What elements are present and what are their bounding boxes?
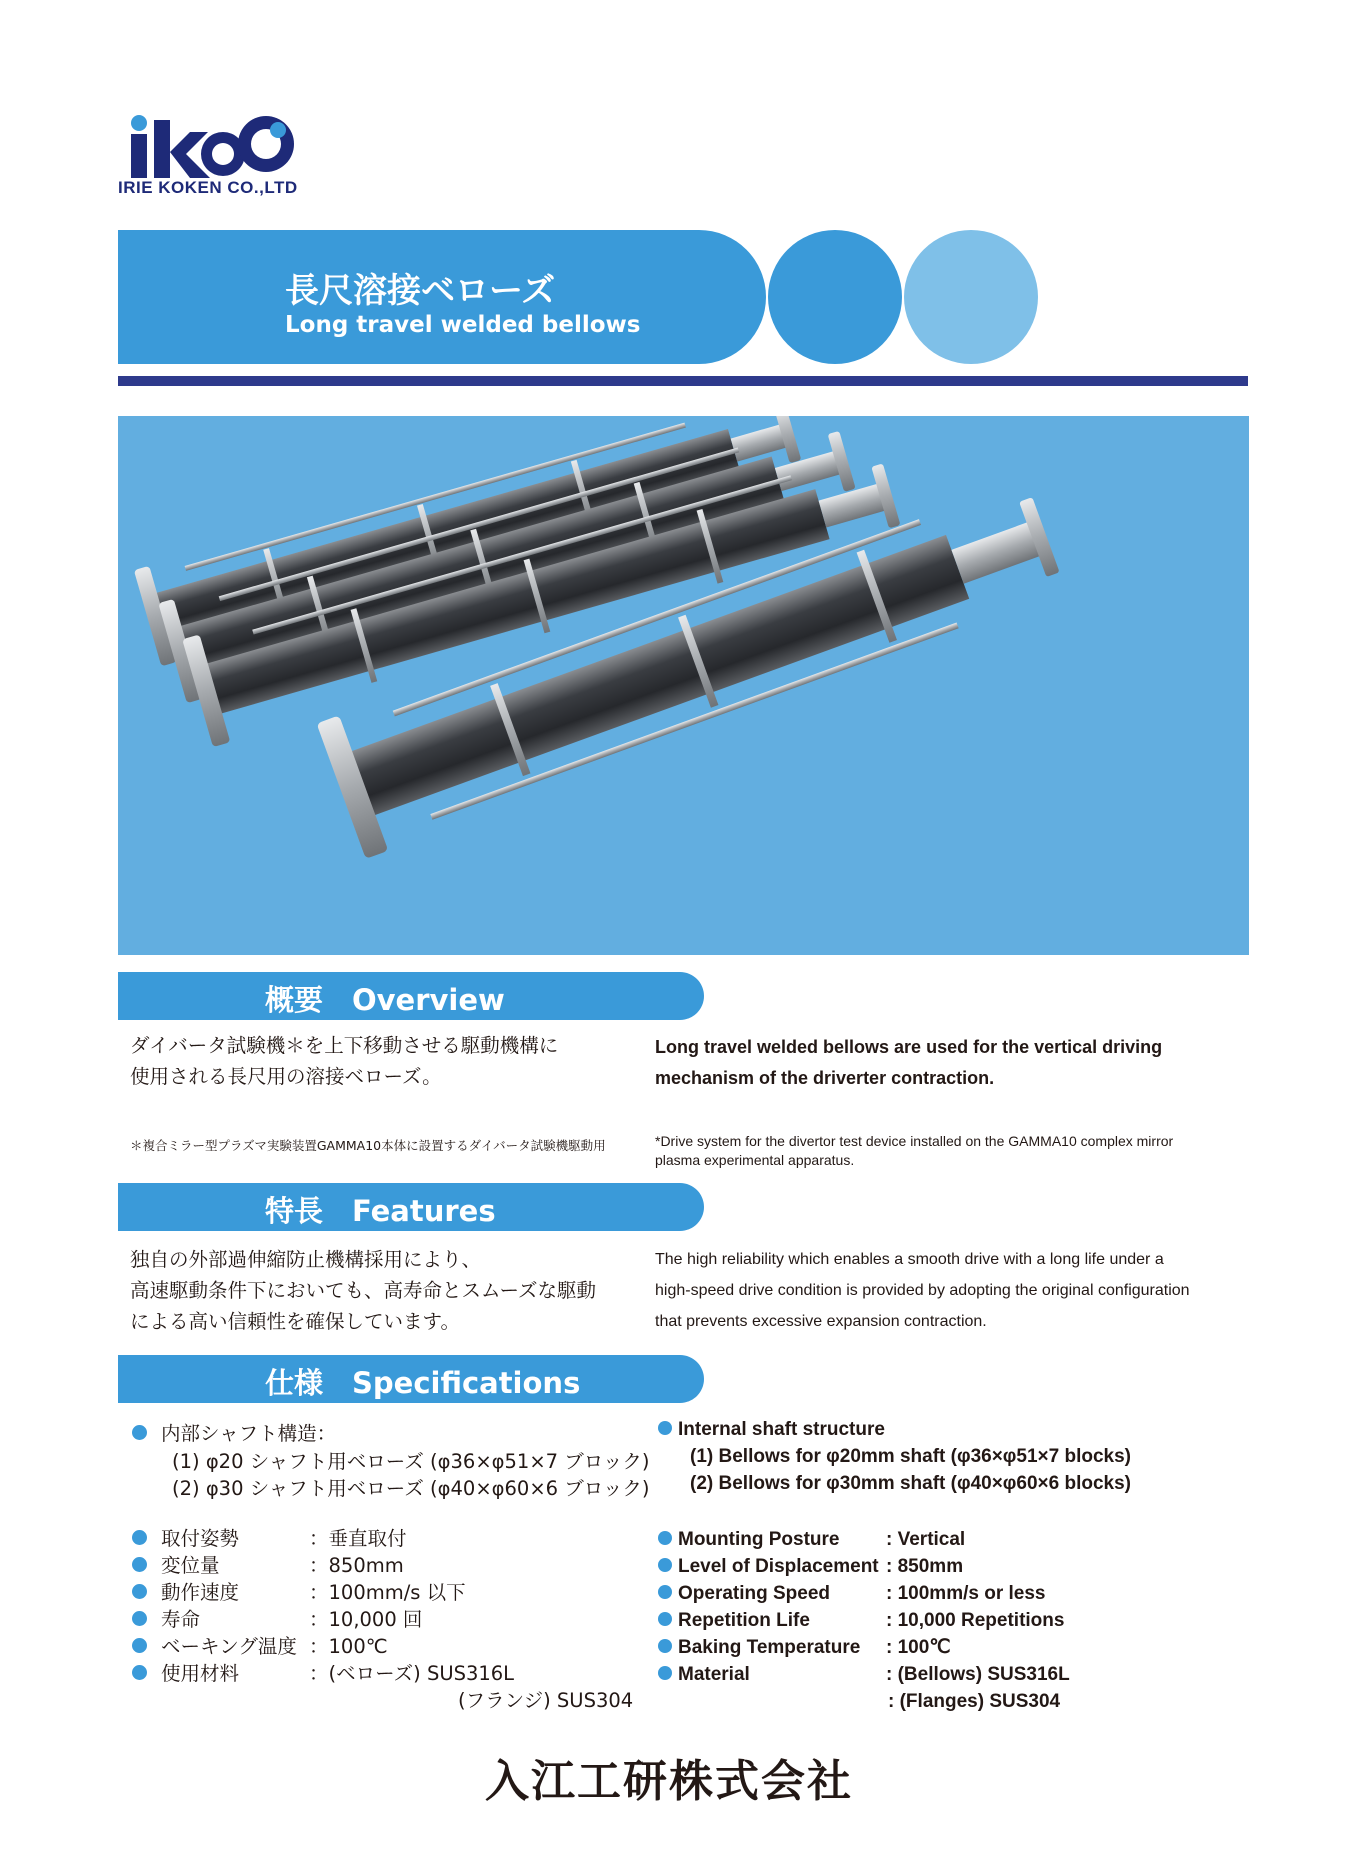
features-en-line: The high reliability which enables a smooth drive with a long life under a [655,1251,1164,1268]
spec-row [132,1579,633,1606]
features-ja-line: 高速駆動条件下においても、高寿命とスムーズな駆動 [130,1279,597,1302]
features-en-line: that prevents excessive expansion contraction. [655,1313,987,1330]
spec-label: 寿命 [161,1608,201,1631]
spec-shaft-ja-line1: (1) φ20 シャフト用ベローズ (φ36×φ51×7 ブロック) [172,1450,650,1473]
spec-value: ：850mm [309,1554,404,1577]
bullet-icon [658,1421,672,1435]
features-text-ja [130,1244,596,1337]
spec-label: Internal shaft structure [678,1419,885,1440]
spec-value: ：100℃ [309,1635,388,1658]
section-title-specifications: 仕様 Specifications [265,1366,581,1400]
divider-rule [118,376,1248,386]
bullet-icon [658,1585,672,1599]
spec-label: 変位量 [161,1554,220,1577]
title-japanese: 長尺溶接ベローズ [285,271,556,311]
overview-ja-line: 使用される長尺用の溶接ベローズ。 [130,1065,442,1088]
spec-label: 内部シャフト構造： [161,1422,337,1445]
spec-value: ：10,000 回 [309,1608,423,1631]
company-name: 入江工研株式会社 [485,1756,853,1807]
spec-shaft-ja [132,1418,336,1446]
spec-label: 使用材料 [161,1662,240,1685]
spec-row [658,1553,1070,1580]
overview-text-en [655,1032,1162,1094]
bullet-icon [658,1531,672,1545]
spec-shaft-en-line1: (1) Bellows for φ20mm shaft (φ36×φ51×7 blocks) [690,1446,1131,1467]
spec-row [658,1634,1070,1661]
bullet-icon [658,1558,672,1572]
features-ja-line: 独自の外部過伸縮防止機構採用により、 [130,1248,482,1271]
spec-label: Material [678,1664,750,1685]
bellows-illustration [118,416,1249,955]
spec-row [132,1687,633,1714]
spec-value: : Vertical [886,1529,966,1550]
logo-subtitle: IRIE KOKEN CO.,LTD [118,178,298,197]
footnote-en-line: *Drive system for the divertor test device installed on the GAMMA10 complex mirror [655,1133,1174,1149]
spec-shaft-en [658,1419,885,1441]
footnote-en-line: plasma experimental apparatus. [655,1152,855,1168]
decorative-circle-dark [768,230,902,364]
overview-en-line: mechanism of the driverter contraction. [655,1068,995,1088]
bullet-icon [132,1638,147,1653]
overview-footnote-en [655,1132,1173,1170]
bullet-icon [658,1612,672,1626]
spec-label: 取付姿勢 [161,1527,240,1550]
spec-value: ：垂直取付 [309,1527,407,1550]
spec-value: : 10,000 Repetitions [886,1610,1065,1631]
bullet-icon [658,1639,672,1653]
spec-row [132,1633,633,1660]
section-title-features: 特長 Features [265,1194,496,1228]
spec-row [658,1526,1070,1553]
spec-row [658,1661,1070,1688]
decorative-circle-light [904,230,1038,364]
bullet-icon [132,1665,147,1680]
spec-value: : 100℃ [886,1637,951,1658]
overview-en-line: Long travel welded bellows are used for the vertical driving [655,1037,1163,1057]
overview-footnote-ja: ＊複合ミラー型プラズマ実験装置GAMMA10本体に設置するダイバータ試験機駆動用 [130,1138,606,1153]
spec-label: Mounting Posture [678,1529,840,1550]
spec-shaft-ja-line2: (2) φ30 シャフト用ベローズ (φ40×φ60×6 ブロック) [172,1477,650,1500]
bullet-icon [132,1557,147,1572]
spec-row [658,1607,1070,1634]
features-ja-line: による高い信頼性を確保しています。 [130,1310,460,1333]
spec-row [132,1606,633,1633]
spec-value: : 100mm/s or less [886,1583,1046,1604]
spec-list-en [658,1526,1070,1715]
bullet-icon [132,1611,147,1626]
spec-value: ：(ベローズ) SUS316L [309,1662,515,1685]
bullet-icon [132,1530,147,1545]
spec-row [658,1688,1070,1715]
spec-value: : (Flanges) SUS304 [888,1691,1061,1712]
features-en-line: high-speed drive condition is provided by adopting the original configuration [655,1282,1190,1299]
spec-list-ja [132,1525,633,1714]
overview-ja-line: ダイバータ試験機＊を上下移動させる駆動機構に [130,1034,559,1057]
spec-label: Baking Temperature [678,1637,861,1658]
spec-row [658,1580,1070,1607]
spec-row [132,1660,633,1687]
section-title-overview: 概要 Overview [265,983,505,1017]
spec-shaft-en-line2: (2) Bellows for φ30mm shaft (φ40×φ60×6 blocks) [690,1473,1131,1494]
spec-row [132,1525,633,1552]
spec-label: Repetition Life [678,1610,810,1631]
spec-value: ：100mm/s 以下 [309,1581,466,1604]
title-english: Long travel welded bellows [285,312,641,338]
product-photo [118,416,1249,955]
spec-label: ベーキング温度 [161,1635,297,1658]
bullet-icon [132,1425,147,1440]
spec-label: Level of Displacement [678,1556,879,1577]
spec-label: Operating Speed [678,1583,831,1604]
bullet-icon [658,1666,672,1680]
spec-row [132,1552,633,1579]
spec-value: : (Bellows) SUS316L [886,1664,1070,1685]
spec-value: : 850mm [886,1556,964,1577]
features-text-en [655,1244,1190,1337]
spec-label: 動作速度 [161,1581,240,1604]
bullet-icon [132,1584,147,1599]
spec-value: (フランジ) SUS304 [458,1689,634,1712]
overview-text-ja [130,1030,558,1092]
